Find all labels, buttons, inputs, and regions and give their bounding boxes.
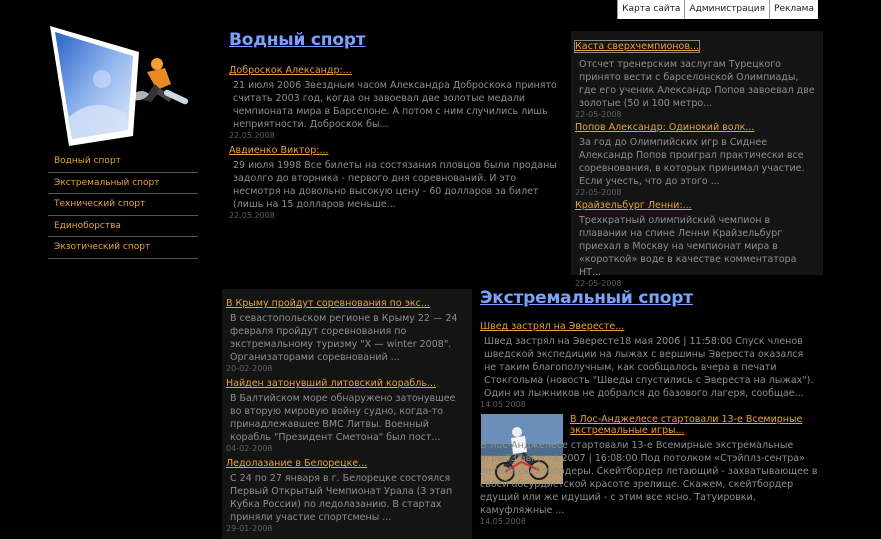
article-item bbox=[575, 200, 815, 288]
article-text: Отсчет тренерским заслугам Турецкого принято вести с барселонской Олимпиады, где его ученик Александр Попов завоевал две золотые (50 и 100 метро... bbox=[579, 59, 815, 109]
article-date: 22-05-2008 bbox=[575, 110, 622, 119]
article-text: Трехкратный олимпийский чемпион в плавании на спине Ленни Крайзельбург приехал в Москву на чемпионат мира в «короткой» воде в качестве комментатора НТ... bbox=[579, 215, 797, 278]
extreme-sport-title[interactable]: Экстремальный спорт bbox=[480, 288, 693, 308]
top-navigation bbox=[617, 0, 818, 19]
article-item bbox=[226, 458, 466, 533]
article-text: 21 июля 2006 Звездным часом Александра Доброскока принято считать 2003 год, когда он завоевал две золотые медали чемпионата мира в Барселоне. А потом с ним случились лишь неприятности. Доброскок бы... bbox=[233, 80, 557, 130]
side-nav-water-sport[interactable]: Водный спорт bbox=[48, 151, 198, 173]
article-date: 22-05-2008 bbox=[575, 279, 622, 288]
article-text: В Балтийском море обнаружено затонувшее во вторую мировую войну судно, когда-то принадлежавшее ВМС Литвы. Военный корабль "Президент Сметона" был пост... bbox=[230, 393, 456, 443]
article-text: 29 июля 1998 Все билеты на состязания пловцов были проданы задолго до вторника - первого дня соревнований. И это несмотря на довольно высокую цену - 60 долларов за билет (лишь на 15 долларов меньше... bbox=[233, 160, 557, 210]
article-link[interactable]: Швед застрял на Эвересте... bbox=[480, 321, 625, 332]
article-link[interactable]: Крайзельбург Ленни:... bbox=[575, 200, 692, 211]
article-link[interactable]: В Лос-Анджелесе стартовали 13-е Всемирные экстремальные игры... bbox=[570, 414, 803, 436]
article-item bbox=[229, 65, 559, 140]
article-link[interactable]: Доброскок Александр:... bbox=[229, 65, 352, 76]
top-nav-advertising[interactable]: Реклама bbox=[769, 0, 818, 19]
article-date: 22.05.2008 bbox=[229, 211, 275, 220]
article-text: За год до Олимпийских игр в Сиднее Александр Попов проиграл практически все соревнования, в которых принимал участие. Если учесть, что до этого ... bbox=[579, 137, 805, 187]
article-text: В Лос-Анджелесе стартовали 13-е Всемирные экстремальные игры03 августа 2007 | 16:08:00 Под потолком «Стэйплз-сентра» летали скейтбордеры. Скейтбордер летающий - захватывающее в своей абсурдистской красоте зрелище. Скажем, скейтбордер едущий или же идущий - с этим все ясно. Татуировки, камуфляжные ... bbox=[480, 440, 818, 516]
side-navigation bbox=[48, 151, 198, 259]
snowboarder-icon bbox=[133, 58, 189, 105]
side-nav-exotic-sport[interactable]: Экзотический спорт bbox=[48, 237, 198, 259]
article-item bbox=[480, 414, 820, 526]
article-link[interactable]: Найден затонувший литовский корабль... bbox=[226, 378, 437, 389]
article-item bbox=[575, 122, 815, 197]
article-link[interactable]: Попов Александр: Одинокий волк... bbox=[575, 122, 755, 133]
article-item bbox=[226, 298, 466, 373]
article-item bbox=[480, 321, 818, 409]
article-link[interactable]: Авдиенко Виктор:... bbox=[229, 145, 329, 156]
side-nav-technical-sport[interactable]: Технический спорт bbox=[48, 194, 198, 216]
article-link[interactable]: Каста сверхчемпионов... bbox=[575, 41, 699, 52]
article-link[interactable]: В Крыму пройдут соревнования по экс... bbox=[226, 298, 430, 309]
water-sport-title[interactable]: Водный спорт bbox=[229, 30, 366, 50]
article-date: 20-02-2008 bbox=[226, 364, 273, 373]
article-date: 14.05.2008 bbox=[480, 400, 526, 409]
side-nav-extreme-sport[interactable]: Экстремальный спорт bbox=[48, 173, 198, 195]
article-date: 14.05.2008 bbox=[480, 517, 526, 526]
article-date: 04-02-2008 bbox=[226, 444, 273, 453]
article-item bbox=[229, 145, 559, 220]
article-date: 22.05.2008 bbox=[229, 131, 275, 140]
article-text: В севастопольском регионе в Крыму 22 — 24 февраля пройдут соревнования по экстремальному туризму "X — winter 2008". Организаторами соревнований ... bbox=[230, 313, 458, 363]
article-date: 22-05-2008 bbox=[575, 188, 622, 197]
top-nav-sitemap[interactable]: Карта сайта bbox=[617, 0, 684, 19]
top-nav-administration[interactable]: Администрация bbox=[684, 0, 769, 19]
article-text: Швед застрял на Эвересте18 мая 2006 | 11:58:00 Спуск членов шведской экспедиции на лыжах с вершины Эвереста оказался не таким благополучным, как сообщалось вчера в печати Стокгольма (новость "Шведы спустились с Эвереста на лыжах"). Один из лыжников не добрался до базового лагеря, сообщае... bbox=[484, 336, 814, 399]
site-logo[interactable] bbox=[47, 24, 197, 150]
article-link[interactable]: Ледолазание в Белорецке... bbox=[226, 458, 368, 469]
article-text: С 24 по 27 января в г. Белорецке состоялся Первый Открытый Чемпионат Урала (3 этап Кубка России) по ледолазанию. В стартах приняли участие спортсмены ... bbox=[230, 473, 453, 523]
article-item bbox=[226, 378, 466, 453]
article-item bbox=[575, 41, 815, 119]
side-nav-martial-arts[interactable]: Единоборства bbox=[48, 216, 198, 238]
article-date: 29-01-2008 bbox=[226, 524, 273, 533]
